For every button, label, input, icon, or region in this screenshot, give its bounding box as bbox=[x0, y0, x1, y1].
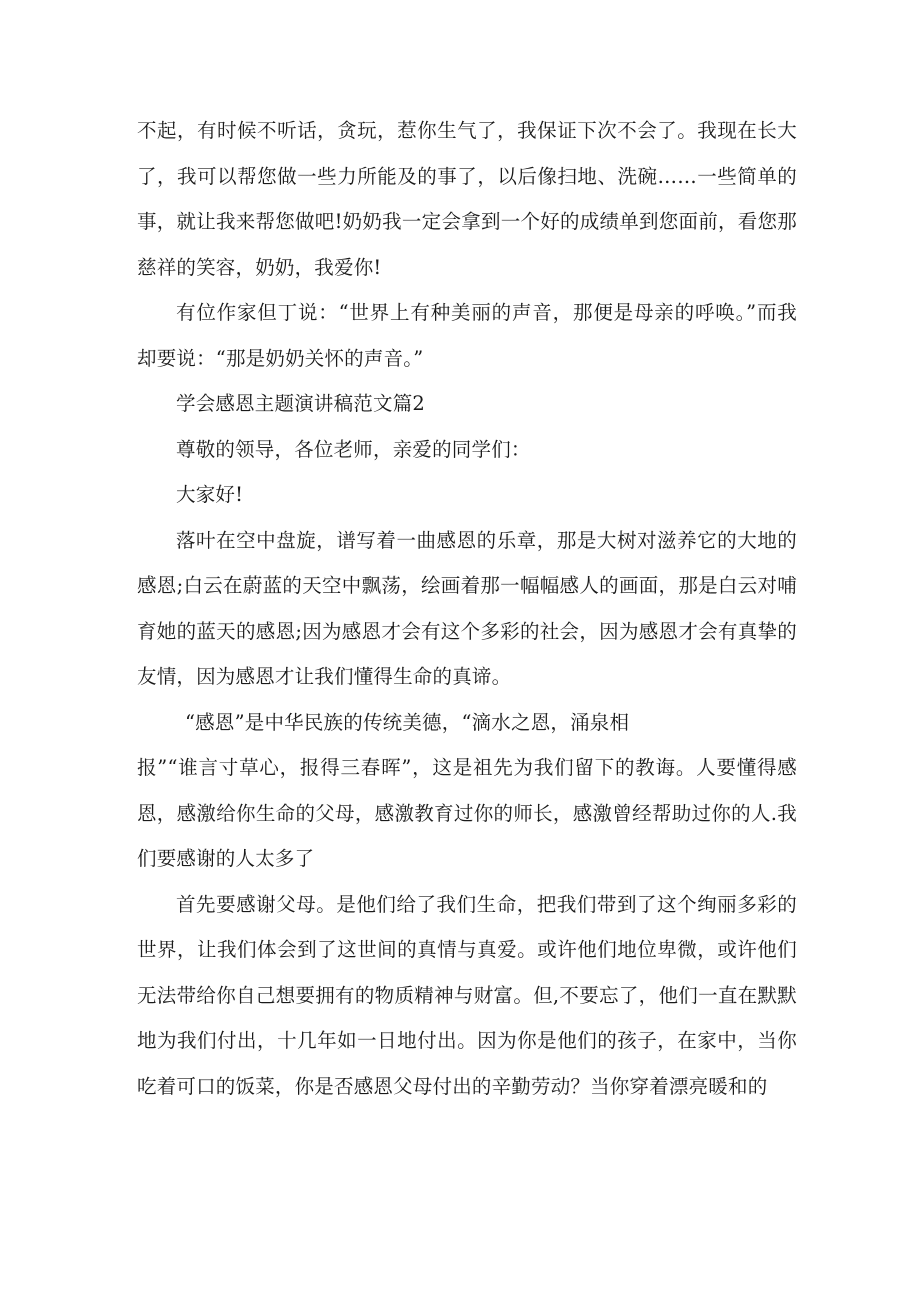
greeting: 大家好! bbox=[176, 483, 244, 506]
section-title: 学会感恩主题演讲稿范文篇2 bbox=[176, 392, 426, 415]
paragraph-thank-parents: 首先要感谢父母。是他们给了我们生命，把我们带到了这个绚丽多彩的世界，让我们体会到了这世间的真情与真爱。或许他们地位卑微，或许他们无法带给你自己想要拥有的物质精神与财富。但,不要忘了，他们一直在默默地为我们付出，十几年如一日地付出。因为你是他们的孩子，在家中，当你吃着可口的饭菜，你是否感恩父母付出的辛勤劳动？当你穿着漂亮暖和的 bbox=[137, 892, 797, 1098]
paragraph-grandma-apology: 不起，有时候不听话，贪玩，惹你生气了，我保证下次不会了。我现在长大了，我可以帮您做一些力所能及的事了，以后像扫地、洗碗……一些简单的事，就让我来帮您做吧!奶奶我一定会拿到一个好的成绩单到您面前，看您那慈祥的笑容，奶奶，我爱你! bbox=[137, 119, 797, 279]
salutation: 尊敬的领导，各位老师，亲爱的同学们： bbox=[176, 437, 531, 461]
paragraph-gratitude-virtue-cont: 报”“谁言寸草心，报得三春晖”，这是祖先为我们留下的教诲。人要懂得感恩，感激给你生命的父母，感激教育过你的师长，感激曾经帮助过你的人.我们要感谢的人太多了 bbox=[137, 756, 797, 870]
paragraph-dante-quote: 有位作家但丁说：“世界上有种美丽的声音，那便是母亲的呼唤。”而我却要说：“那是奶奶关怀的声音。” bbox=[137, 301, 797, 370]
paragraph-gratitude-virtue: “感恩”是中华民族的传统美德，“滴水之恩，涌泉相 bbox=[185, 710, 630, 734]
document-body bbox=[137, 108, 797, 1109]
paragraph-falling-leaves: 落叶在空中盘旋，谱写着一曲感恩的乐章，那是大树对滋养它的大地的感恩;白云在蔚蓝的天空中飘荡，绘画着那一幅幅感人的画面，那是白云对哺育她的蓝天的感恩;因为感恩才会有这个多彩的社会，因为感恩才会有真挚的友情，因为感恩才让我们懂得生命的真谛。 bbox=[137, 528, 797, 688]
